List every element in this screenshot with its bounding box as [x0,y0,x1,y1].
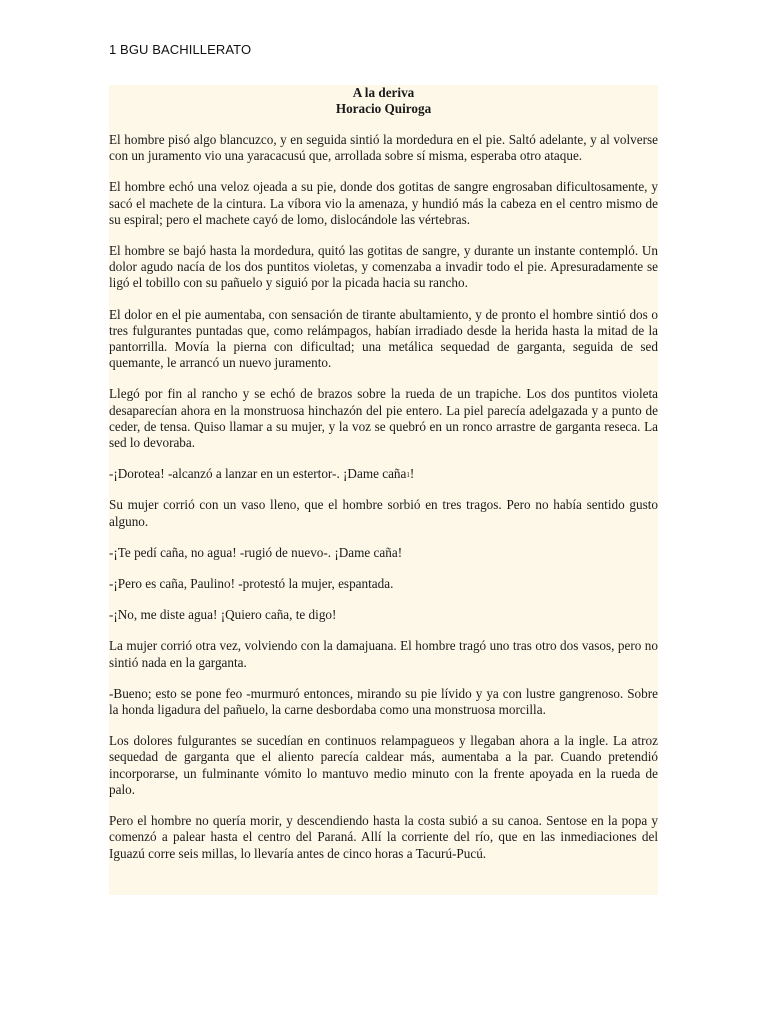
paragraph: Su mujer corrió con un vaso lleno, que el hombre sorbió en tres tragos. Pero no había sentido gusto alguno. [109,497,658,529]
footnote-marker: 1 [406,471,410,480]
paragraph: Pero el hombre no quería morir, y descendiendo hasta la costa subió a su canoa. Sentose en la popa y comenzó a palear hasta el centro del Paraná. Allí la corriente del río, que en las inmediaciones del Iguazú corre seis millas, lo llevaría antes de cinco horas a Tacurú-Pucú. [109,813,658,861]
paragraph: El hombre pisó algo blancuzco, y en seguida sintió la mordedura en el pie. Saltó adelante, y al volverse con un juramento vio una yaracacusú que, arrollada sobre sí misma, esperaba otro ataque. [109,132,658,164]
paragraph: La mujer corrió otra vez, volviendo con la damajuana. El hombre tragó uno tras otro dos vasos, pero no sintió nada en la garganta. [109,638,658,670]
paragraph: Llegó por fin al rancho y se echó de brazos sobre la rueda de un trapiche. Los dos puntitos violeta desaparecían ahora en la monstruosa hinchazón del pie entero. La piel parecía adelgazada y a punto de ceder, de tensa. Quiso llamar a su mujer, y la voz se quebró en un ronco arrastre de garganta reseca. La sed lo devoraba. [109,386,658,451]
paragraph: Los dolores fulgurantes se sucedían en continuos relampagueos y llegaban ahora a la ingle. La atroz sequedad de garganta que el aliento parecía caldear más, aumentaba a la par. Cuando pretendió incorporarse, un fulminante vómito lo mantuvo medio minuto con la frente apoyada en la rueda de palo. [109,733,658,797]
paragraph: -Bueno; esto se pone feo -murmuró entonces, mirando su pie lívido y ya con lustre gangrenoso. Sobre la honda ligadura del pañuelo, la carne desbordaba como una monstruosa morcilla. [109,685,658,718]
dialogue-line: -¡No, me diste agua! ¡Quiero caña, te digo! [109,607,337,623]
paragraph: El hombre se bajó hasta la mordedura, quitó las gotitas de sangre, y durante un instante contempló. Un dolor agudo nacía de los dos puntitos violetas, y comenzaba a invadir todo el pie. Apresuradamente se ligó el tobillo con su pañuelo y siguió por la picada hacia su rancho. [109,243,658,291]
story-excerpt [109,85,658,895]
paragraph: El dolor en el pie aumentaba, con sensación de tirante abultamiento, y de pronto el hombre sintió dos o tres fulgurantes puntadas que, como relámpagos, habían irradiado desde la herida hasta la mitad de la pantorrilla. Movía la pierna con dificultad; una metálica sequedad de garganta, seguida de sed quemante, le arrancó un nuevo juramento. [109,306,658,371]
title-block [109,85,658,117]
dialogue-line: -¡Te pedí caña, no agua! -rugió de nuevo-. ¡Dame caña! [109,544,403,560]
dialogue-line: -¡Pero es caña, Paulino! -protestó la mujer, espantada. [109,576,394,592]
story-title: A la deriva [352,85,415,100]
dialogue-line [109,466,658,482]
story-author: Horacio Quiroga [335,101,432,116]
dialogue-text: -¡Dorotea! -alcanzó a lanzar en un estertor-. ¡Dame caña [109,466,407,482]
dialogue-end: ! [409,466,415,482]
document-header: 1 BGU BACHILLERATO [109,42,252,57]
paragraph: El hombre echó una veloz ojeada a su pie, donde dos gotitas de sangre engrosaban dificultosamente, y sacó el machete de la cintura. La víbora vio la amenaza, y hundió más la cabeza en el centro mismo de su espiral; pero el machete cayó de lomo, dislocándole las vértebras. [109,179,658,227]
